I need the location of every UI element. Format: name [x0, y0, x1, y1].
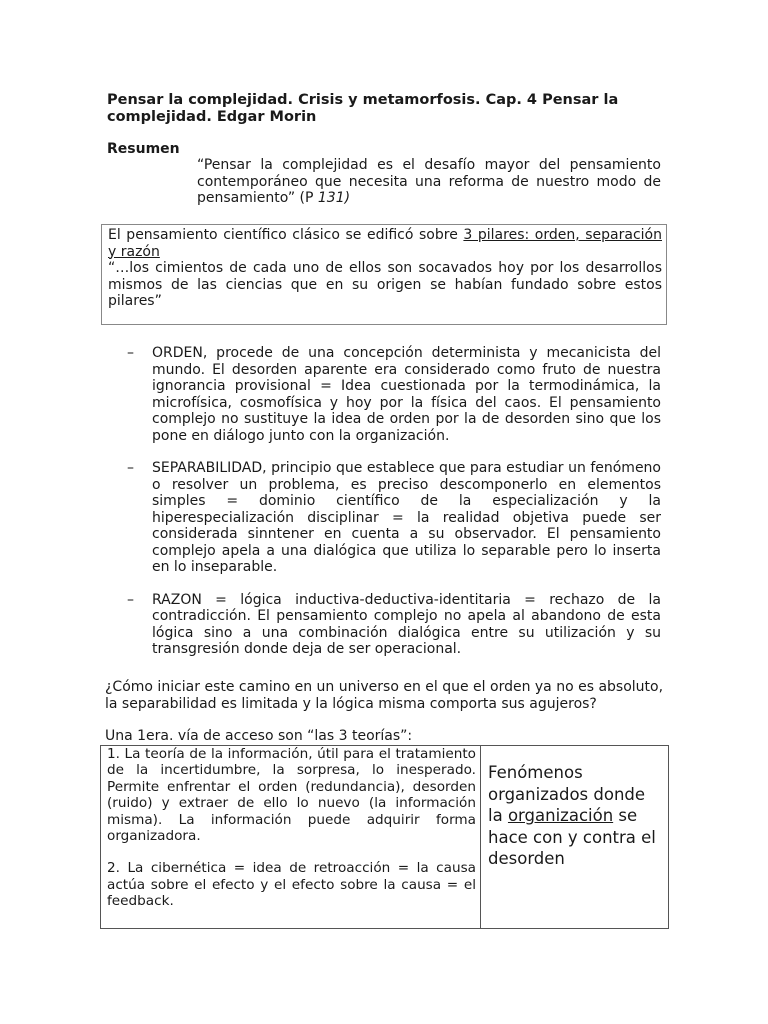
quote-text: “Pensar la complejidad es el desafío mayor del pensamiento contemporáneo que necesita una reforma de nuestro modo de pensamiento” (P — [197, 157, 661, 206]
right-cell-text-end: se hace con y contra el desorden — [488, 806, 656, 868]
list-item-text: ORDEN, procede de una concepción determinista y mecanicista del mundo. El desorden aparente era considerado como fruto de nuestra ignorancia provisional = Idea cuestionada por la termodinámica, la microfísica, cosmofísica y hoy por la física del caos. El pensamiento complejo no sustituye la idea de orden por la de desorden sino que los pone en diálogo junto con la organización. — [152, 345, 661, 444]
list-item-text: RAZON = lógica inductiva-deductiva-identitaria = rechazo de la contradicción. El pensamiento complejo no apela al abandono de esta lógica sino a una combinación dialógica entre su utilización y su transgresión donde deja de ser operacional. — [152, 591, 661, 657]
dash-bullet: – — [127, 591, 134, 608]
pillars-underlined: 3 pilares: orden, separación y razón — [108, 227, 662, 260]
access-line: Una 1era. vía de acceso son “las 3 teorías”: — [105, 728, 413, 744]
pillars-statement — [108, 227, 662, 260]
pillars-box — [101, 224, 667, 325]
pillars-statement-text: El pensamiento científico clásico se edificó sobre — [108, 227, 464, 243]
theories-table — [100, 745, 669, 929]
right-cell-underlined: organización — [507, 806, 614, 825]
question-paragraph: ¿Cómo iniciar este camino en un universo en el que el orden ya no es absoluto, la separabilidad es limitada y la lógica misma comporta sus agujeros? — [105, 679, 664, 712]
list-item-razon — [127, 592, 661, 658]
theories-left-cell — [101, 746, 481, 928]
list-item-text: SEPARABILIDAD, principio que establece que para estudiar un fenómeno o resolver un problema, es preciso descomponerlo en elementos simples = dominio científico de la especialización y la hiperespecialización disciplinar = la realidad objetiva puede ser considerada sinntener en cuenta a su observador. El pensamiento complejo apela a una dialógica que utiliza lo separable pero lo inserta en lo inseparable. — [152, 460, 661, 575]
list-item-separabilidad — [127, 460, 661, 576]
resumen-heading: Resumen — [107, 141, 180, 157]
theory-information: 1. La teoría de la información, útil para el tratamiento de la incertidumbre, la sorpresa, lo inesperado. Permite enfrentar el orden (redundancia), desorden (ruido) y extraer de ello lo nuevo (la información misma). La información puede adquirir forma organizadora. — [107, 746, 476, 845]
list-item-orden — [127, 345, 661, 444]
quote-page-ref: 131) — [317, 190, 351, 206]
intro-quote — [197, 157, 661, 207]
dash-bullet: – — [127, 345, 134, 361]
document-title: Pensar la complejidad. Crisis y metamorfosis. Cap. 4 Pensar la complejidad. Edgar Morin — [107, 92, 619, 125]
right-cell-text: Fenómenos organizados donde la — [488, 763, 646, 825]
dash-bullet: – — [127, 460, 134, 476]
theories-right-cell — [481, 746, 668, 928]
pillars-quote: “…los cimientos de cada uno de ellos son socavados hoy por los desarrollos mismos de las ciencias que en su origen se habían fundado sobre estos pilares” — [108, 260, 662, 309]
theory-cybernetics: 2. La cibernética = idea de retroacción = la causa actúa sobre el efecto y el efecto sobre la causa = el feedback. — [107, 860, 476, 910]
pillars-list — [127, 345, 661, 674]
